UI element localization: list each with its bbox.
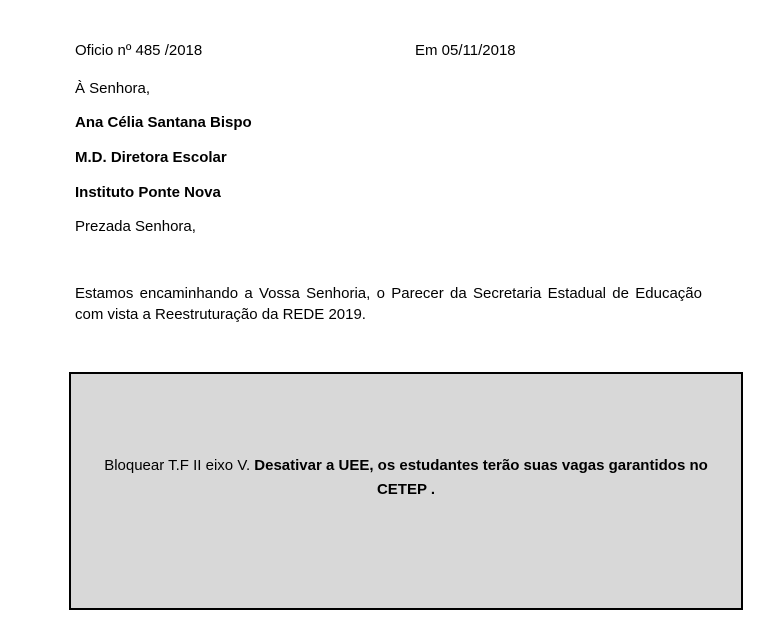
document-date: Em 05/11/2018 [415, 42, 516, 59]
oficio-number: Oficio nº 485 /2018 [75, 42, 203, 59]
recipient-institution: Instituto Ponte Nova [75, 184, 221, 201]
body-paragraph: Estamos encaminhando a Vossa Senhoria, o Parecer da Secretaria Estadual de Educação com vista a Reestruturação da REDE 2019. [75, 285, 702, 323]
notice-box [69, 372, 743, 610]
recipient-name: Ana Célia Santana Bispo [75, 114, 252, 131]
recipient-title: M.D. Diretora Escolar [75, 149, 227, 166]
notice-text-bold: Desativar a UEE, os estudantes terão suas vagas garantidos no CETEP . [254, 457, 708, 498]
greeting-line: Prezada Senhora, [75, 218, 196, 235]
notice-text [81, 454, 731, 502]
notice-text-normal: Bloquear T.F II eixo V. [104, 457, 255, 474]
recipient-salutation: À Senhora, [75, 80, 151, 97]
